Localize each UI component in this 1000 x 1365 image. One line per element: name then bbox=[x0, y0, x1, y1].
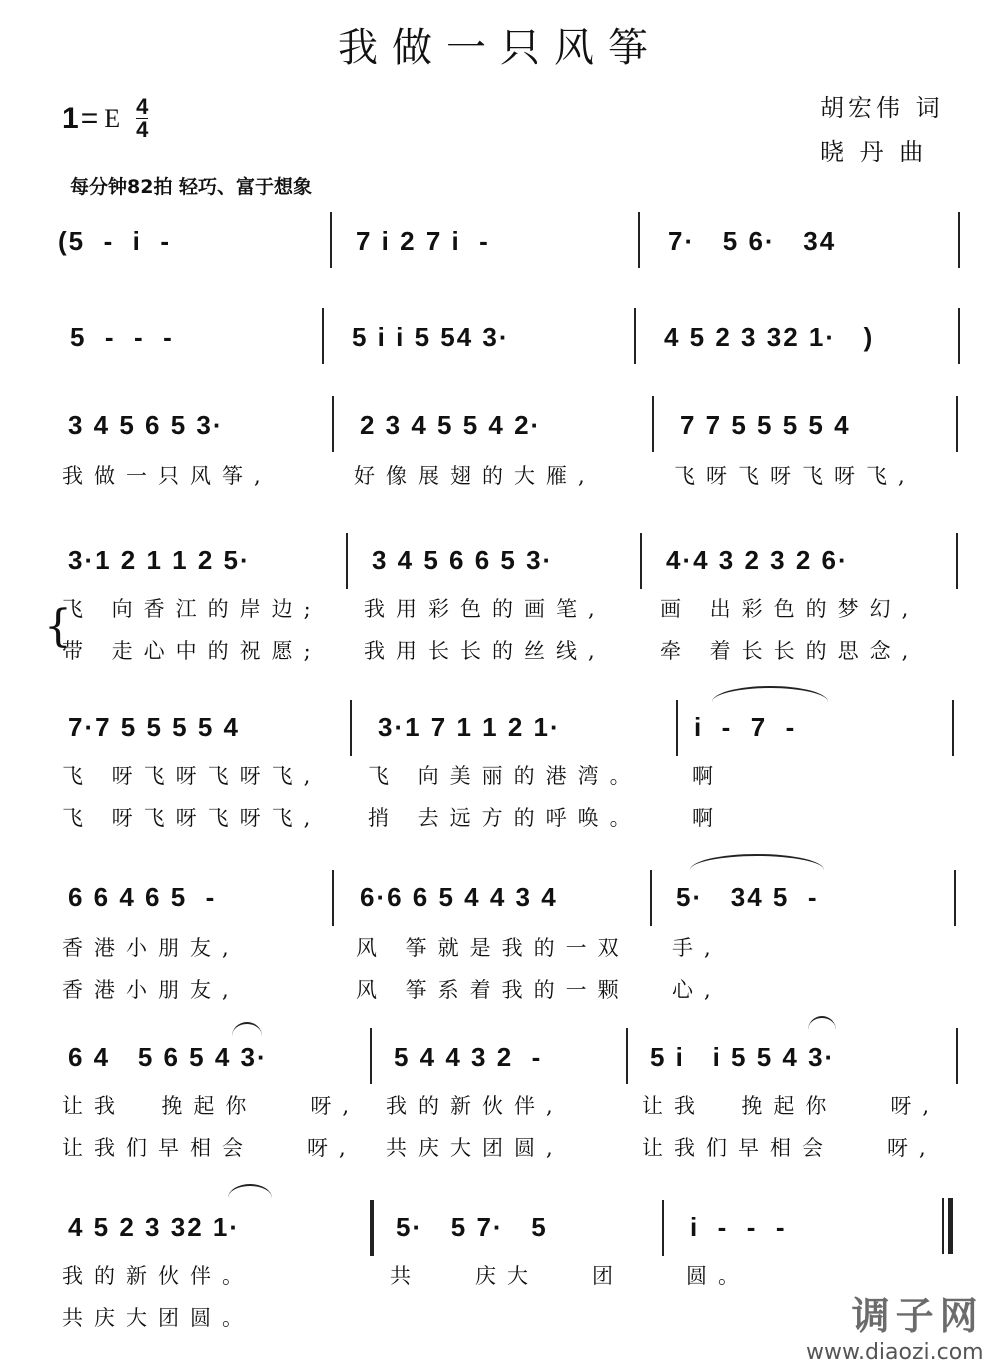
key-equals: = bbox=[80, 101, 99, 135]
measure: 6·6 6 5 4 4 3 4 bbox=[360, 882, 558, 912]
barline bbox=[626, 1028, 628, 1084]
repeat-barline bbox=[370, 1200, 374, 1256]
barline bbox=[956, 396, 958, 452]
lyric-verse-1: 手, bbox=[672, 936, 722, 960]
measure: 5· 5 7· 5 bbox=[396, 1212, 548, 1242]
measure: 7·7 5 5 5 5 4 bbox=[68, 712, 240, 742]
time-numerator: 4 bbox=[136, 94, 149, 119]
time-denominator: 4 bbox=[136, 117, 149, 142]
lyric-verse-1: 我的新伙伴, bbox=[386, 1094, 564, 1118]
measure: 5· 34 5 - bbox=[676, 882, 819, 912]
lyric-line: 飞呀飞呀飞呀飞, bbox=[674, 464, 916, 488]
lyric-verse-2: 飞 呀飞呀飞呀飞, bbox=[62, 806, 322, 830]
lyric-verse-2: 啊 bbox=[692, 806, 724, 830]
lyric-verse-1: 让我 挽起你 呀, bbox=[62, 1094, 361, 1118]
slur bbox=[690, 854, 824, 870]
measure: 5 i i 5 5 4 3· bbox=[650, 1042, 836, 1072]
measure: 3 4 5 6 5 3· bbox=[68, 410, 224, 440]
lyric-verse-1: 画 出彩色的梦幻, bbox=[660, 597, 920, 621]
measure: 7 i 2 7 i - bbox=[356, 226, 490, 256]
measure: 5 - - - bbox=[70, 322, 174, 352]
time-signature bbox=[136, 96, 148, 141]
key-letter: E bbox=[104, 103, 121, 133]
measure: 4 5 2 3 32 1· bbox=[68, 1212, 240, 1242]
lyric-verse-2: 共庆大团圆, bbox=[386, 1136, 564, 1160]
lyric-verse-1: 我用彩色的画笔, bbox=[364, 597, 606, 621]
barline bbox=[346, 533, 348, 589]
barline bbox=[332, 870, 334, 926]
measure: 6 4 5 6 5 4 3· bbox=[68, 1042, 268, 1072]
lyric-line: 我做一只风筝, bbox=[62, 464, 272, 488]
watermark-url: www.diaozi.com bbox=[806, 1340, 984, 1365]
slur bbox=[232, 1022, 262, 1036]
slur bbox=[228, 1184, 272, 1198]
barline bbox=[640, 533, 642, 589]
lyric-verse-2: 共庆大团圆。 bbox=[62, 1306, 254, 1330]
lyric-verse-2: 捎 去远方的呼唤。 bbox=[368, 806, 642, 830]
key-signature bbox=[62, 96, 148, 141]
measure: 3 4 5 6 6 5 3· bbox=[372, 545, 554, 575]
lyric-verse-1: 飞 呀飞呀飞呀飞, bbox=[62, 764, 322, 788]
barline bbox=[634, 308, 636, 364]
watermark-site-name: 调子网 bbox=[851, 1294, 984, 1338]
watermark bbox=[806, 1285, 984, 1365]
barline bbox=[952, 700, 954, 756]
lyric-verse-1: 飞 向美丽的港湾。 bbox=[368, 764, 642, 788]
key-prefix: 1 bbox=[62, 101, 79, 135]
barline bbox=[958, 212, 960, 268]
lyric-verse-1: 风 筝就是我的一双 bbox=[356, 936, 630, 960]
lyric-verse-2: 让我们早相会 呀, bbox=[62, 1136, 357, 1160]
lyric-verse-1: 香港小朋友, bbox=[62, 936, 240, 960]
lyric-verse-1: 让我 挽起你 呀, bbox=[642, 1094, 941, 1118]
lyric-verse-2: 我用长长的丝线, bbox=[364, 639, 606, 663]
composer: 晓 丹 曲 bbox=[820, 138, 928, 166]
slur bbox=[712, 686, 828, 702]
lyric-line: 好像展翅的大雁, bbox=[354, 464, 596, 488]
barline bbox=[954, 870, 956, 926]
barline bbox=[330, 212, 332, 268]
lyric-verse-1: 圆。 bbox=[686, 1264, 750, 1288]
measure: 3·1 7 1 1 2 1· bbox=[378, 712, 561, 742]
measure: 2 3 4 5 5 4 2· bbox=[360, 410, 542, 440]
lyric-verse-2: 风 筝系着我的一颗 bbox=[356, 978, 630, 1002]
barline bbox=[958, 308, 960, 364]
lyric-verse-2: 牵 着长长的思念, bbox=[660, 639, 920, 663]
barline bbox=[350, 700, 352, 756]
barline bbox=[650, 870, 652, 926]
lyric-verse-1: 飞 向香江的岸边; bbox=[62, 597, 322, 621]
lyric-verse-1: 啊 bbox=[692, 764, 724, 788]
barline bbox=[638, 212, 640, 268]
measure: i - 7 - bbox=[694, 712, 797, 742]
measure: 5 i i 5 54 3· bbox=[352, 322, 510, 352]
barline bbox=[322, 308, 324, 364]
barline bbox=[652, 396, 654, 452]
lyric-verse-2: 香港小朋友, bbox=[62, 978, 240, 1002]
measure: (5 - i - bbox=[58, 226, 171, 256]
measure: 4·4 3 2 3 2 6· bbox=[666, 545, 849, 575]
barline bbox=[956, 1028, 958, 1084]
lyric-verse-1: 我的新伙伴。 bbox=[62, 1264, 254, 1288]
barline bbox=[956, 533, 958, 589]
lyricist: 胡宏伟 词 bbox=[820, 94, 944, 122]
lyric-verse-2: 心, bbox=[672, 978, 722, 1002]
slur bbox=[808, 1016, 836, 1030]
lyric-verse-2: 让我们早相会 呀, bbox=[642, 1136, 937, 1160]
measure: 3·1 2 1 1 2 5· bbox=[68, 545, 251, 575]
measure: 6 6 4 6 5 - bbox=[68, 882, 217, 912]
credits bbox=[820, 86, 944, 174]
measure: i - - - bbox=[690, 1212, 787, 1242]
lyric-verse-2: 带 走心中的祝愿; bbox=[62, 639, 322, 663]
measure: 7 7 5 5 5 5 4 bbox=[680, 410, 851, 440]
tempo-marking: 每分钟82拍 轻巧、富于想象 bbox=[70, 176, 313, 198]
barline bbox=[676, 700, 678, 756]
lyric-verse-1: 共 庆大 团 bbox=[390, 1264, 625, 1288]
measure: 5 4 4 3 2 - bbox=[394, 1042, 543, 1072]
measure: 4 5 2 3 32 1· ) bbox=[664, 322, 875, 352]
barline bbox=[332, 396, 334, 452]
final-barline bbox=[948, 1198, 953, 1254]
measure: 7· 5 6· 34 bbox=[668, 226, 837, 256]
barline bbox=[942, 1198, 944, 1254]
verse-brace: { bbox=[44, 601, 72, 652]
barline bbox=[370, 1028, 372, 1084]
song-title: 我做一只风筝 bbox=[338, 25, 662, 71]
barline bbox=[662, 1200, 664, 1256]
